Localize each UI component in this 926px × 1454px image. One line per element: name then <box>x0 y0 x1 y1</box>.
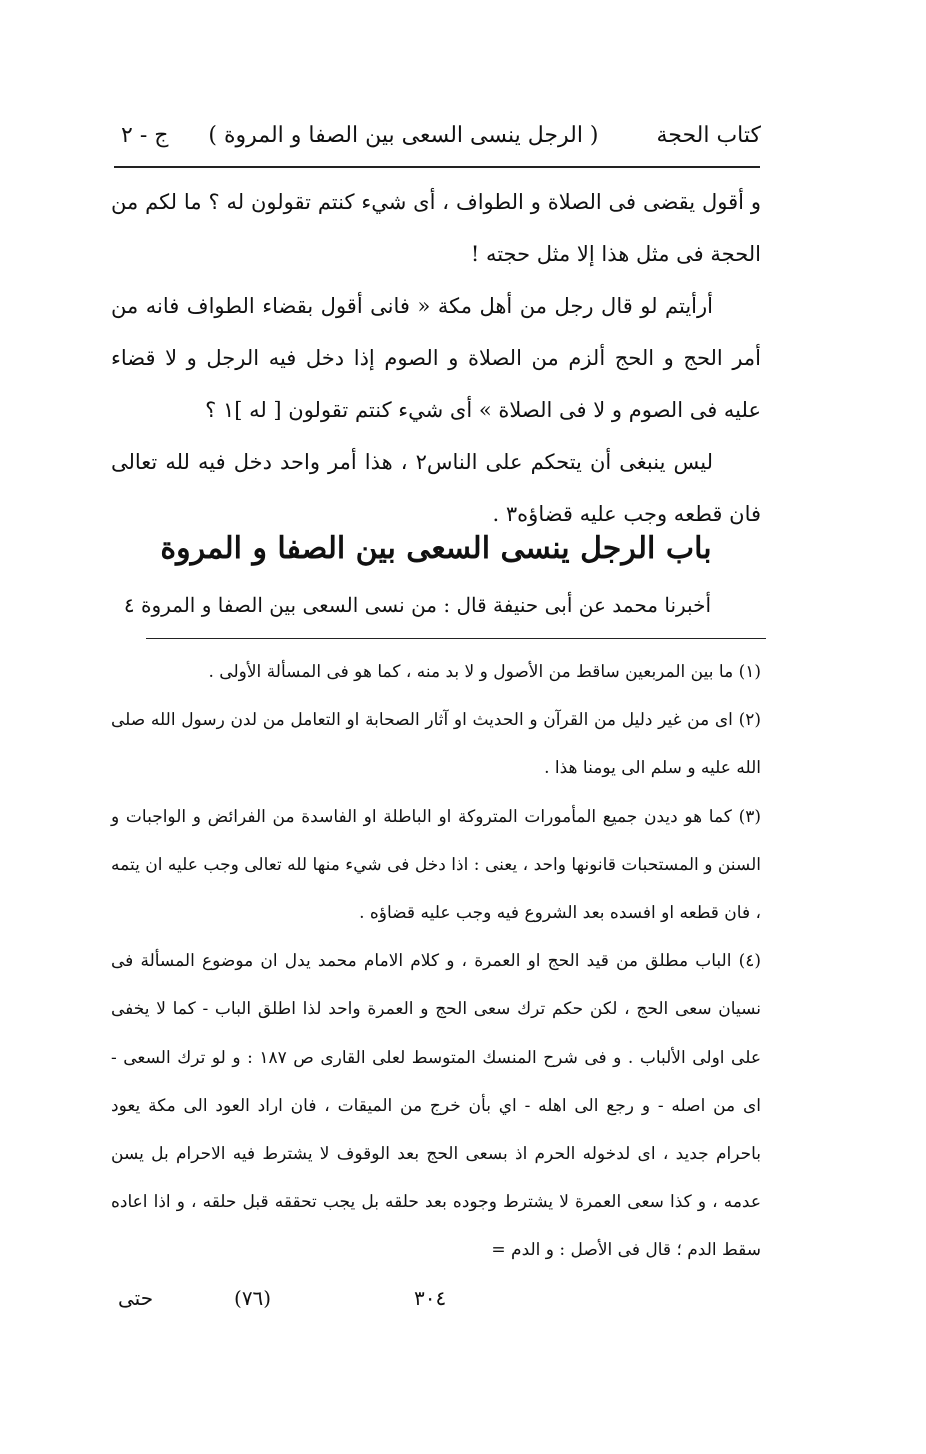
footnote-separator <box>146 638 766 639</box>
header-rule <box>114 166 760 168</box>
header-book-title: كتاب الحجة <box>656 122 761 148</box>
section-title: باب الرجل ينسى السعى بين الصفا و المروة <box>160 531 712 566</box>
paragraph-1: و أقول يقضى فى الصلاة و الطواف ، أى شيء كنتم تقولون له ؟ ما لكم من الحجة فى مثل هذا إلا مثل حجته ! <box>111 190 761 266</box>
paragraph-3: ليس ينبغى أن يتحكم على الناس٢ ، هذا أمر واحد دخل فيه لله تعالى فان قطعه وجب عليه قضاؤه٣ . <box>111 450 761 526</box>
running-header <box>121 112 761 158</box>
paragraph-2: أرأيتم لو قال رجل من أهل مكة « فانى أقول بقضاء الطواف فانه من أمر الحج و الحج ألزم من الصلاة و الصوم إذا دخل فيه الرجل و لا قضاء عليه فى الصوم و لا فى الصلاة » أى شيء كنتم تقولون [ له ]١ ؟ <box>111 294 761 422</box>
footnote-2: (٢) اى من غير دليل من القرآن و الحديث او آثار الصحابة او التعامل من لدن رسول الله صلى الله عليه و سلم الى يومنا هذا . <box>111 710 761 779</box>
header-volume: ج - ٢ <box>121 122 169 148</box>
page-number: ٣٠٤ <box>414 1286 447 1310</box>
signature-mark: (٧٦) <box>234 1286 272 1310</box>
page-footer <box>118 1286 488 1322</box>
section-intro-line: أخبرنا محمد عن أبى حنيفة قال : من نسى السعى بين الصفا و المروة ٤ <box>123 593 711 617</box>
catchword: حتى <box>118 1286 154 1310</box>
footnote-3: (٣) كما هو ديدن جميع المأمورات المتروكة او الباطلة او الفاسدة من الفرائض و الواجبات و السنن و المستحبات قانونها واحد ، يعنى : اذا دخل فى شيء منها لله تعالى وجب عليه ان يتمه ، فان قطعه او افسده بعد الشروع فيه وجب عليه قضاؤه . <box>111 806 761 924</box>
footnotes <box>111 648 761 1275</box>
footnote-4: (٤) الباب مطلق من قيد الحج او العمرة ، و كلام الامام محمد يدل ان موضوع المسألة فى نسيان سعى الحج ، لكن حكم ترك سعى الحج و العمرة واحد لذا اطلق الباب - كما لا يخفى على اولى الألباب . و فى شرح المنسك المتوسط لعلى القارى ص ١٨٧ : و لو ترك السعى - اى من اصله - و رجع الى اهله - اي بأن خرج من الميقات ، فان اراد العود الى مكة يعود باحرام جديد ، اى لدخوله الحرم اذ بسعى الحج بعد الوقوف لا يشترط فيه الاحرام بل يسن عدمه ، و كذا سعى العمرة لا يشترط وجوده بعد حلقه بل يجب تحققه قبل حلقه ، و اذا اعاده سقط الدم ؛ قال فى الأصل : و الدم = <box>111 951 761 1261</box>
header-chapter-title: ( الرجل ينسى السعى بين الصفا و المروة ) <box>208 122 599 148</box>
main-text <box>111 176 761 540</box>
footnote-1: (١) ما بين المربعين ساقط من الأصول و لا بد منه ، كما هو فى المسألة الأولى . <box>208 662 761 682</box>
